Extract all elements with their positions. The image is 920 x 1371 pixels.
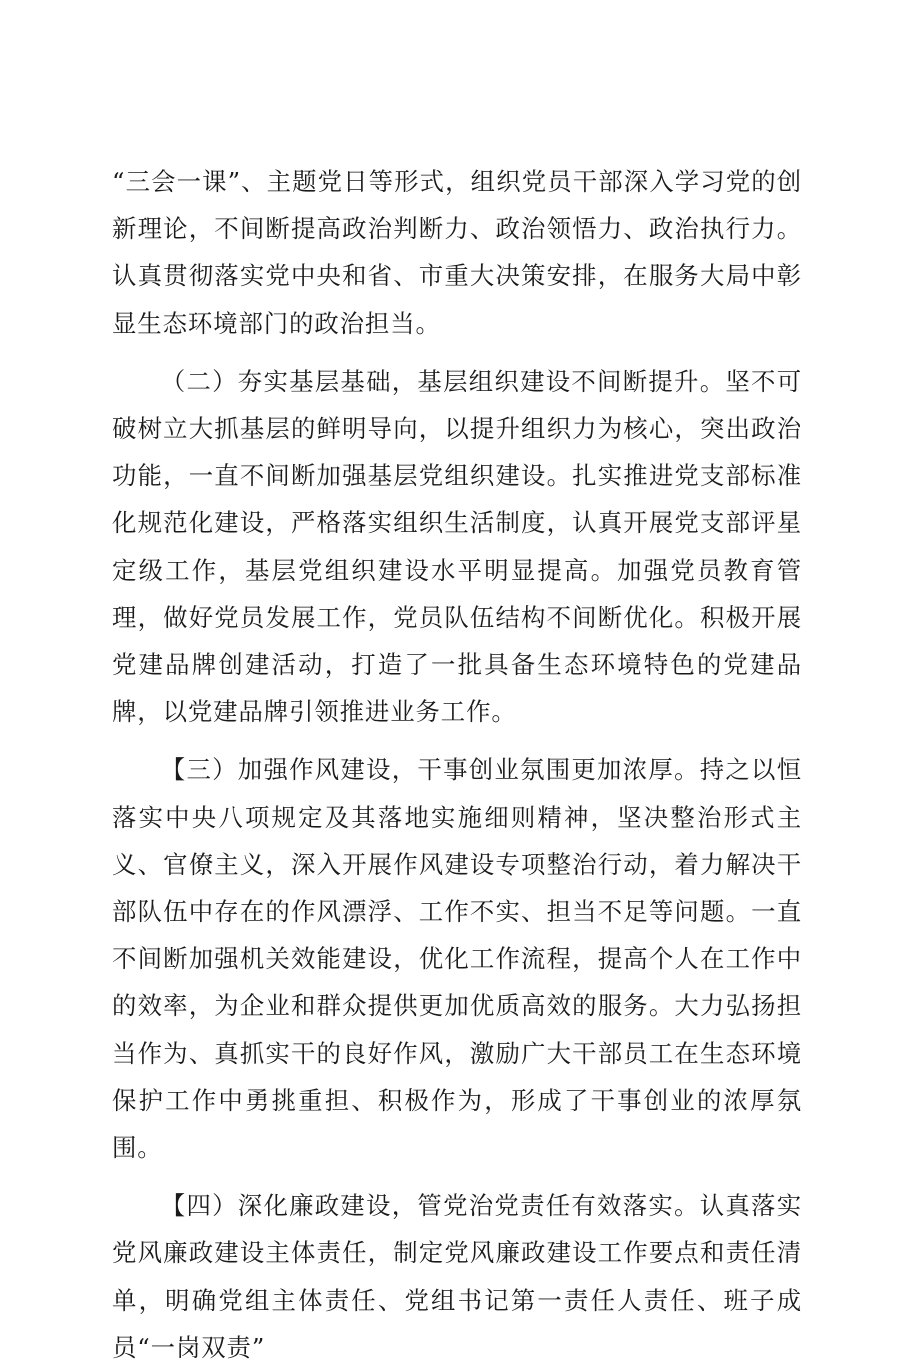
- paragraph-section-4: 【四）深化廉政建设，管党治党责任有效落实。认真落实党风廉政建设主体责任，制定党风廉政建设工作要点和责任清单，明确党组主体责任、党组书记第一责任人责任、班子成员“一岗双责”: [112, 1191, 802, 1362]
- paragraph-section-2: （二）夯实基层基础，基层组织建设不间断提升。坚不可破树立大抓基层的鲜明导向，以提升组织力为核心，突出政治功能，一直不间断加强基层党组织建设。扎实推进党支部标准化规范化建设，严格落实组织生活制度，认真开展党支部评星定级工作，基层党组织建设水平明显提高。加强党员教育管理，做好党员发展工作，党员队伍结构不间断优化。积极开展党建品牌创建活动，打造了一批具备生态环境特色的党建品牌，以党建品牌引领推进业务工作。: [112, 366, 802, 727]
- paragraph-section-3: 【三）加强作风建设，干事创业氛围更加浓厚。持之以恒落实中央八项规定及其落地实施细则精神，坚决整治形式主义、官僚主义，深入开展作风建设专项整治行动，着力解决干部队伍中存在的作风漂浮、工作不实、担当不足等问题。一直不间断加强机关效能建设，优化工作流程，提高个人在工作中的效率，为企业和群众提供更加优质高效的服务。大力弘扬担当作为、真抓实干的良好作风，激励广大干部员工在生态环境保护工作中勇挑重担、积极作为，形成了干事创业的浓厚氛围。: [112, 755, 802, 1163]
- document-body: [112, 158, 802, 1371]
- paragraph-continuation: “三会一课”、主题党日等形式，组织党员干部深入学习党的创新理论，不间断提高政治判断力、政治领悟力、政治执行力。认真贯彻落实党中央和省、市重大决策安排，在服务大局中彰显生态环境部门的政治担当。: [112, 167, 802, 338]
